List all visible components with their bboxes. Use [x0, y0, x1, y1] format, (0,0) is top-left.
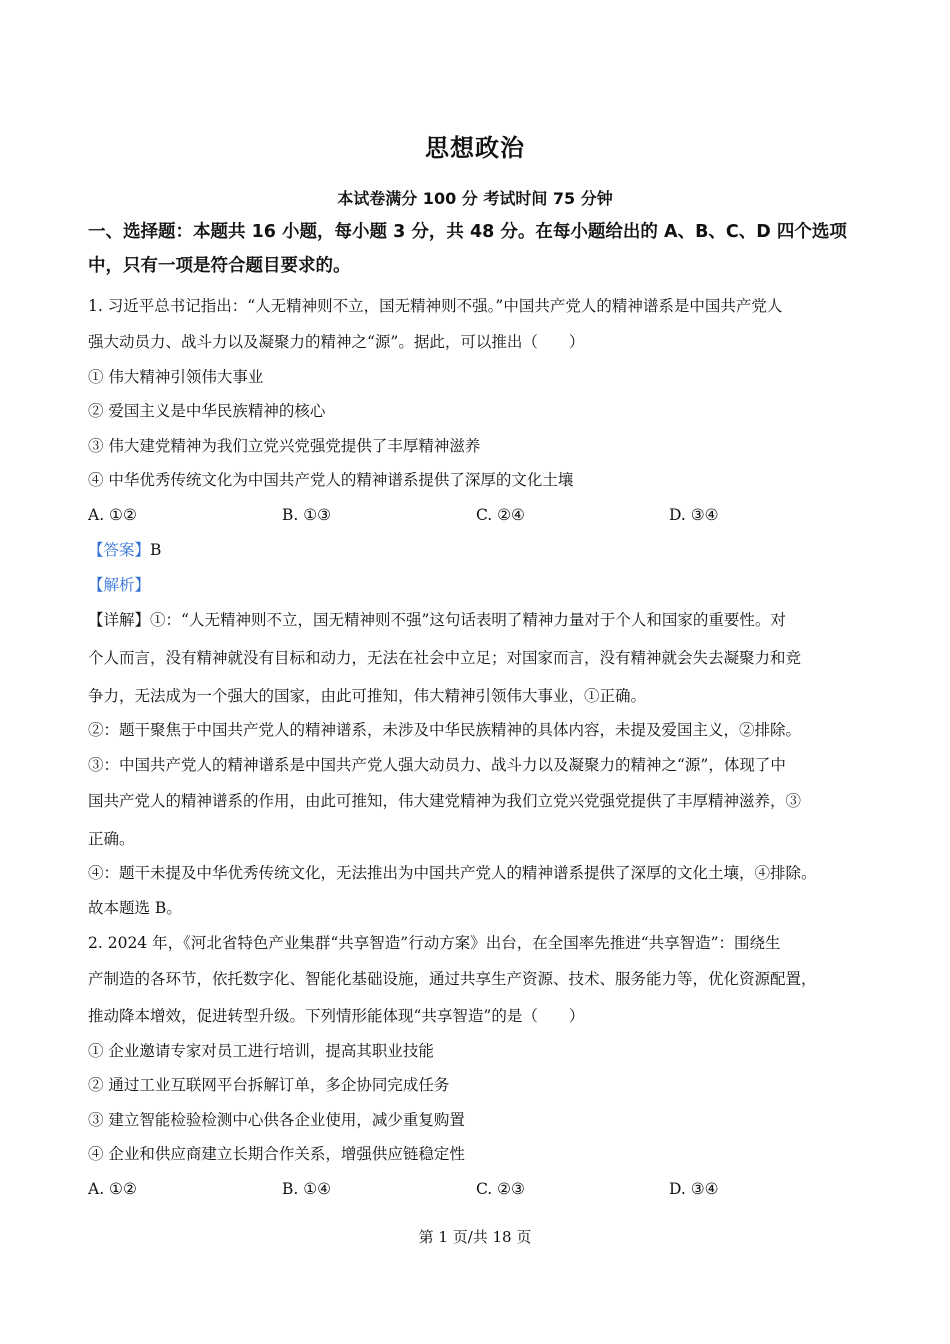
q1-detail-line6: 国共产党人的精神谱系的作用，由此可推知，伟大建党精神为我们立党兴党强党提供了丰厚精神滋养，③ [88, 792, 802, 810]
page-title: 思想政治 [425, 134, 525, 162]
q2-option-d: D. ③④ [669, 1180, 719, 1198]
q2-option-a: A. ①② [88, 1180, 137, 1198]
q1-option-b: B. ①③ [282, 506, 332, 524]
q1-item-2: ② 爱国主义是中华民族精神的核心 [88, 402, 326, 420]
q1-detail-line7: 正确。 [88, 830, 135, 848]
analysis-label: 【解析】 [88, 576, 151, 594]
q1-stem-line2: 强大动员力、战斗力以及凝聚力的精神之“源”。据此，可以推出（ ） [88, 333, 585, 351]
q2-option-c: C. ②③ [476, 1180, 525, 1198]
section-heading-line2: 中，只有一项是符合题目要求的。 [88, 256, 351, 276]
answer-value: B [150, 541, 162, 559]
page-number: 第 1 页/共 18 页 [418, 1228, 532, 1246]
q1-answer [88, 540, 878, 560]
q1-stem-line1: 1. 习近平总书记指出：“人无精神则不立，国无精神则不强。”中国共产党人的精神谱系是中国共产党人 [88, 297, 783, 315]
q2-item-1: ① 企业邀请专家对员工进行培训，提高其职业技能 [88, 1042, 434, 1060]
exam-info: 本试卷满分 100 分 考试时间 75 分钟 [337, 189, 613, 208]
q2-item-3: ③ 建立智能检验检测中心供各企业使用，减少重复购置 [88, 1111, 465, 1129]
q1-detail-line2: 个人而言，没有精神就没有目标和动力，无法在社会中立足；对国家而言，没有精神就会失去凝聚力和竞 [88, 649, 802, 667]
q2-stem-line3: 推动降本增效，促进转型升级。下列情形能体现“共享智造”的是（ ） [88, 1007, 585, 1025]
section-heading-line1: 一、选择题：本题共 16 小题，每小题 3 分，共 48 分。在每小题给出的 A、B、C、D 四个选项 [88, 222, 847, 242]
q1-item-4: ④ 中华优秀传统文化为中国共产党人的精神谱系提供了深厚的文化土壤 [88, 471, 574, 489]
q2-stem-line1: 2. 2024 年，《河北省特色产业集群“共享智造”行动方案》出台，在全国率先推进“共享智造”：围绕生 [88, 934, 781, 952]
section-heading [88, 215, 878, 283]
q1-option-c: C. ②④ [476, 506, 525, 524]
detail-text: ①：“人无精神则不立，国无精神则不强”这句话表明了精神力量对于个人和国家的重要性。对 [150, 611, 786, 629]
detail-label: 【详解】 [88, 611, 151, 629]
q1-item-1: ① 伟大精神引领伟大事业 [88, 368, 264, 386]
q2-item-2: ② 通过工业互联网平台拆解订单，多企协同完成任务 [88, 1076, 450, 1094]
q1-detail-line4: ②：题干聚焦于中国共产党人的精神谱系，未涉及中华民族精神的具体内容，未提及爱国主义，②排除。 [88, 721, 802, 739]
q1-option-d: D. ③④ [669, 506, 719, 524]
q1-item-3: ③ 伟大建党精神为我们立党兴党强党提供了丰厚精神滋养 [88, 437, 481, 455]
q1-option-a: A. ①② [88, 506, 137, 524]
q1-detail-line3: 争力，无法成为一个强大的国家，由此可推知，伟大精神引领伟大事业，①正确。 [88, 687, 647, 705]
q1-detail-line5: ③：中国共产党人的精神谱系是中国共产党人强大动员力、战斗力以及凝聚力的精神之“源”，体现了中 [88, 756, 786, 774]
q2-stem-line2: 产制造的各环节，依托数字化、智能化基础设施，通过共享生产资源、技术、服务能力等，优化资源配置， [88, 970, 817, 988]
answer-label: 【答案】 [88, 541, 151, 559]
q2-item-4: ④ 企业和供应商建立长期合作关系，增强供应链稳定性 [88, 1145, 465, 1163]
q1-conclusion: 故本题选 B。 [88, 899, 182, 917]
q2-option-b: B. ①④ [282, 1180, 332, 1198]
q1-detail-line8: ④：题干未提及中华优秀传统文化，无法推出为中国共产党人的精神谱系提供了深厚的文化土壤，④排除。 [88, 864, 817, 882]
q1-detail-line1 [88, 610, 878, 630]
